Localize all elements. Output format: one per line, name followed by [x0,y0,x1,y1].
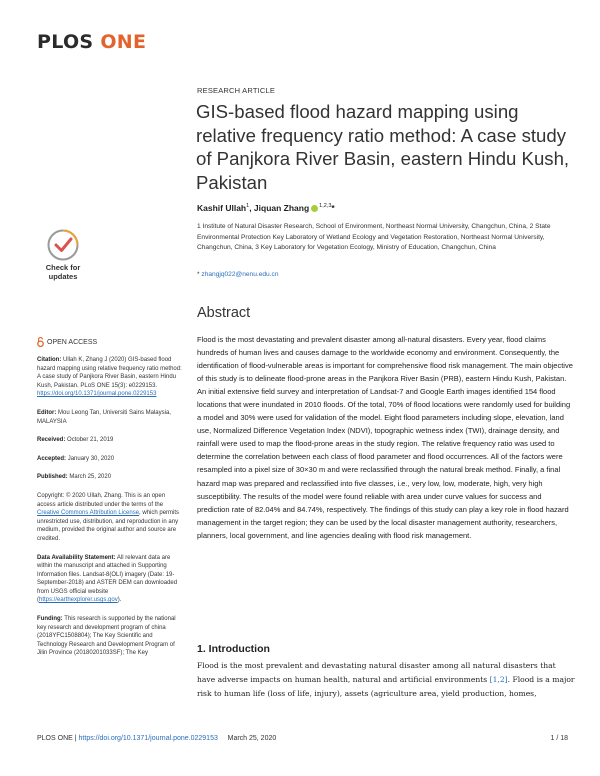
footer-doi-link[interactable]: https://doi.org/10.1371/journal.pone.0229153 [78,735,218,742]
page-footer [37,735,568,742]
accepted-label: Accepted: [37,455,67,462]
data-availability-text-end: ). [117,597,122,604]
reference-link[interactable]: [1,2] [489,675,508,685]
received-block [37,436,182,445]
footer-left [37,735,276,742]
citation-text: Ullah K, Zhang J (2020) GIS-based flood hazard mapping using relative frequency ratio method: A case study of Panjkora River Basin, eastern Hindu Kush, Pakistan. PLoS ONE 15(3): e0229153. [37,357,182,389]
email-link[interactable]: zhangjq022@nenu.edu.cn [201,271,279,278]
footer-page-number: 1 / 18 [550,735,568,742]
check-updates-line2: updates [48,271,78,281]
email-mark: * [197,271,200,278]
author-affiliation-sup: 1,2,3 [319,203,332,210]
funding-text: This research is supported by the national key research and development program of china (2018YFC1508804); The Key Scientific and Technology Research and Development Program of Jilin Province (20180201033SF); The Key [37,616,176,657]
author-name[interactable]: Jiquan Zhang [253,203,310,213]
funding-block [37,615,182,658]
corresponding-email [197,271,279,278]
check-for-updates-button[interactable] [37,229,89,293]
article-type: RESEARCH ARTICLE [197,86,276,95]
published-date: March 25, 2020 [69,474,112,481]
published-label: Published: [37,474,68,481]
editor-block [37,409,182,426]
logo-one-text: ONE [100,31,147,53]
open-access-label: OPEN ACCESS [47,338,98,346]
orcid-icon[interactable] [311,205,318,212]
logo-plos-text: PLOS [37,31,94,53]
affiliations: 1 Institute of Natural Disaster Research, School of Environment, Northeast Normal University, Changchun, China, 2 State Environmental Protection Key Laboratory of Wetland Ecology and Vegetation Restoration, Northeast Normal University, Changchun, China, 3 Key Laboratory for Vegetation Ecology, Ministry of Education, Changchun, China [197,223,551,251]
article-info-sidebar [37,337,182,668]
intro-text-part2: . Flood is a major risk to human life (loss of life, injury), assets (agriculture area, yield production, homes, [197,675,575,699]
usgs-link[interactable]: https://earthexplorer.usgs.gov [39,597,118,604]
copyright-block [37,492,182,544]
accepted-block [37,455,182,464]
license-link[interactable]: Creative Commons Attribution License [37,510,140,517]
author-name[interactable]: Kashif Ullah [197,203,247,213]
footer-separator: | [74,735,77,742]
citation-doi-link[interactable]: https://doi.org/10.1371/journal.pone.0229153 [37,391,157,398]
corresponding-mark: * [331,203,335,213]
article-title: GIS-based flood hazard mapping using relative frequency ratio method: A case study of Panjkora River Basin, eastern Hindu Kush, Pakistan [196,101,570,193]
editor-label: Editor: [37,409,57,416]
received-date: October 21, 2019 [67,437,114,444]
editor-text: Mou Leong Tan, Universiti Sains Malaysia, MALAYSIA [37,409,171,425]
open-access-lock-icon [37,337,44,347]
check-updates-icon [47,229,79,261]
introduction-text [197,659,575,702]
data-availability-label: Data Availability Statement: [37,554,116,561]
abstract-heading: Abstract [197,305,251,321]
data-availability-text: All relevant data are within the manuscript and attached in Supporting Information files. Landsat-8(OLI) imagery (Date: 19-September-2018) and ASTER DEM can downloaded from USGS official website ( [37,554,178,604]
data-availability-block [37,554,182,606]
citation-label: Citation: [37,357,62,363]
copyright-text-end: , which permits unrestricted use, distribution, and reproduction in any medium, provided the original author and source are credited. [37,510,180,542]
author-affiliation-sup: 1 [246,203,250,210]
funding-label: Funding: [37,616,63,623]
check-updates-line1: Check for [45,263,81,272]
author-list: Kashif Ullah$^1$, Jiquan Zhang $^{1,2,3}$* [197,203,335,213]
copyright-text: Copyright: © 2020 Ullah, Zhang. This is an open access article distributed under the terms of the [37,492,166,508]
published-block [37,473,182,482]
introduction-heading: 1. Introduction [197,643,270,655]
received-label: Received: [37,437,66,444]
accepted-date: January 30, 2020 [67,455,115,462]
open-access-badge[interactable] [37,337,182,347]
footer-date: March 25, 2020 [227,735,277,742]
intro-text-part1: Flood is the most prevalent and devastating natural disaster among all natural disasters that have adverse impacts on human health, natural and artificial environments [197,661,556,685]
plos-one-logo[interactable] [37,31,146,53]
abstract-text: Flood is the most devastating and prevalent disaster among all-natural disasters. Every year, flood claims hundreds of human lives and causes damage to the worldwide economy and environment. Consequently, the identification of flood-vulnerable areas is important for comprehensive flood risk management. The main objective of this study is to delineate flood-prone areas in the Panjkora River Basin (PRB), eastern Hindu Kush, Pakistan. An initial extensive field survey and interpretation of Landsat-7 and Google Earth images identified 154 flood locations that were inundated in 2010 floods. Of the total, 70% of flood locations were randomly used for building a model and 30% were used for validation of the model. Eight flood parameters including slope, elevation, land use, Normalized Difference Vegetation Index (NDVI), topographic wetness index (TWI), drainage density, and rainfall were used to map the flood-prone areas in the study region. The relative frequency ratio was used to determine the correlation between each class of flood parameter and flood occurrences. All of the factors were resampled into a pixel size of 30×30 m and were reclassified through the natural break method. Finally, a final hazard map was prepared and reclassified into five classes, i.e., very low, low, moderate, high, very high susceptibility. The results of the model were found reliable with area under curve values for success and prediction rate of 82.04% and 84.74%, respectively. The findings of this study can play a key role in flood hazard management in the target region; they can be used by the local disaster management authority, researchers, planners, local government, and line agencies dealing with flood risk management. [197,335,573,540]
footer-journal: PLOS ONE [37,735,73,742]
citation-block [37,356,182,399]
